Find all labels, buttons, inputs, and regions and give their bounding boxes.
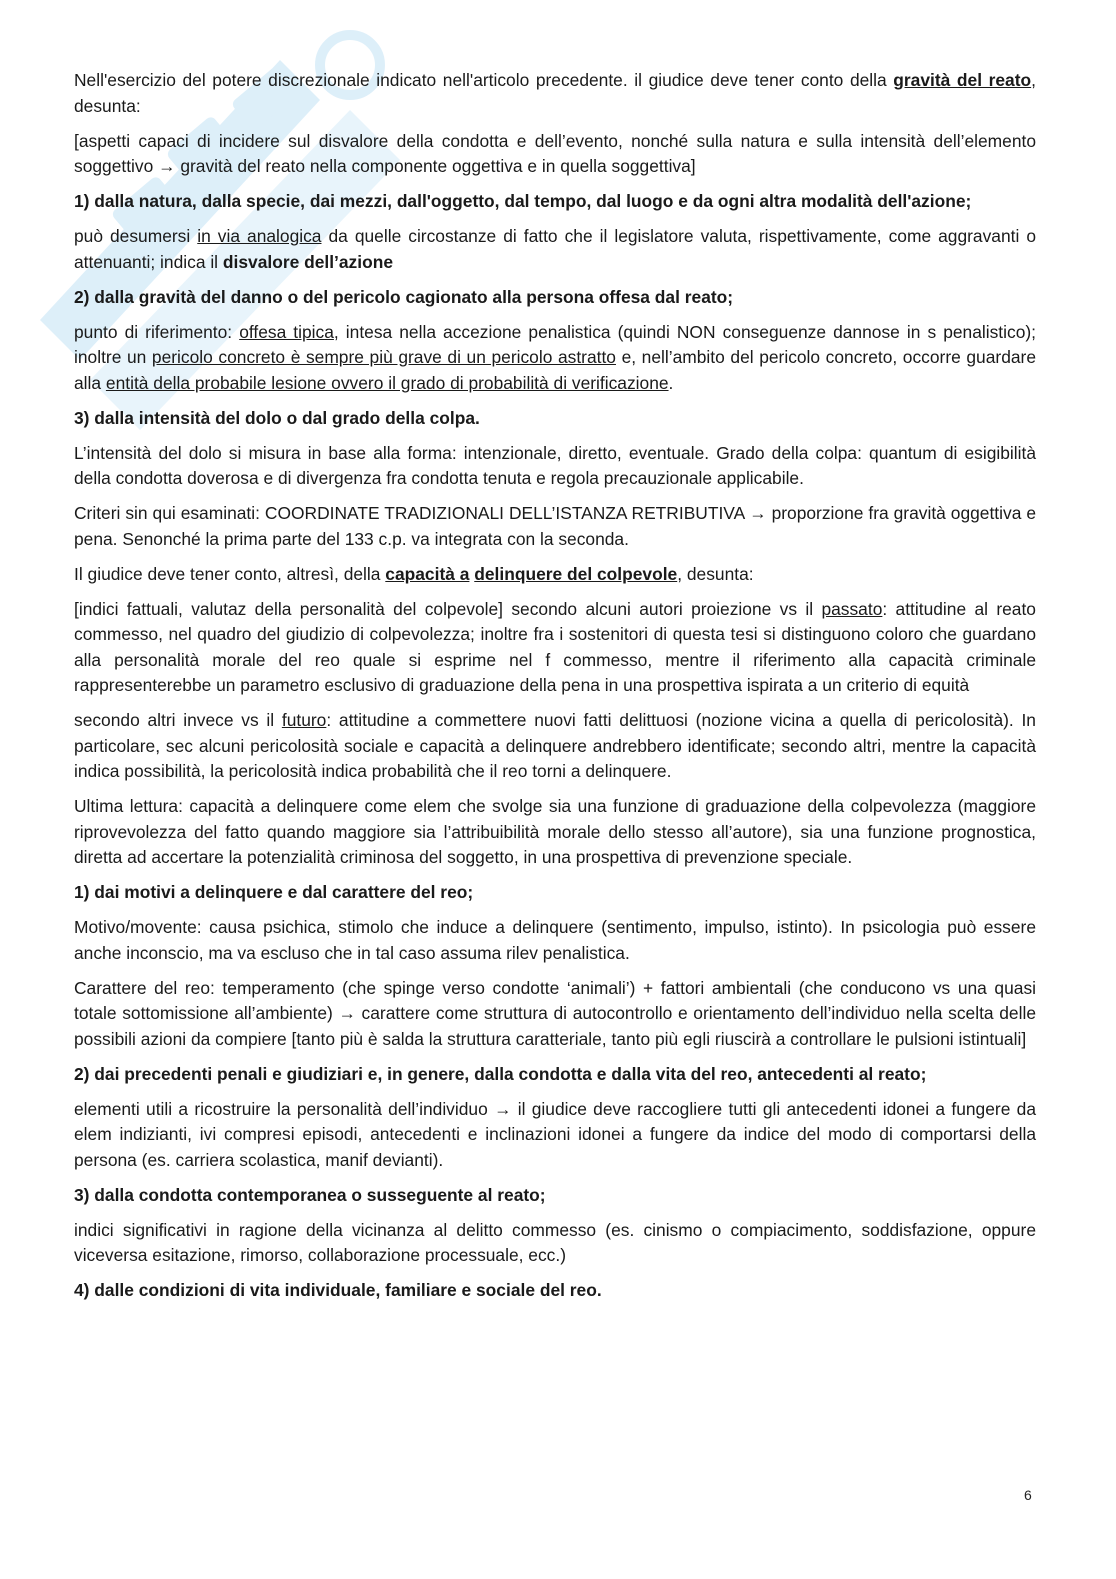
paragraph: Nell'esercizio del potere discrezionale indicato nell'articolo precedente. il giudice deve tener conto della gravità del reato, desunta: [74, 70, 1036, 116]
paragraph: può desumersi in via analogica da quelle circostanze di fatto che il legislatore valuta, rispettivamente, come aggravanti o attenuanti; indica il disvalore dell’azione [74, 226, 1037, 272]
section-heading: 3) dalla intensità del dolo o dal grado della colpa. [74, 407, 480, 428]
section-heading: 2) dai precedenti penali e giudiziari e, in genere, dalla condotta e dalla vita del reo, antecedenti al reato; [74, 1063, 927, 1084]
paragraph: Il giudice deve tener conto, altresì, della capacità a delinquere del colpevole, desunta: [74, 563, 754, 584]
arrow-right-icon: → [749, 503, 767, 523]
paragraph: Motivo/movente: causa psichica, stimolo che induce a delinquere (sentimento, impulso, istinto). In psicologia può essere anche inconscio, ma va escluso che in tal caso assuma rilev penalistica. [74, 917, 1036, 963]
paragraph: L’intensità del dolo si misura in base alla forma: intenzionale, diretto, eventuale. Grado della colpa: quantum di esigibilità della condotta doverosa e di divergenza fra condotta tenuta e regola precauzionale applicabile. [74, 442, 1036, 488]
paragraph: Carattere del reo: temperamento (che spinge verso condotte ‘animali’) + fattori ambientali (che conducono vs una quasi totale sottomissione all’ambiente) → carattere come struttura di autocontrollo e orientamento dell’individuo nella scelta delle possibili azioni da compiere [tanto più è salda la struttura caratteriale, tanto più egli riuscirà a controllare le pulsioni istintuali] [74, 977, 1036, 1049]
document-body [74, 68, 1036, 1313]
paragraph: elementi utili a ricostruire la personalità dell’individuo → il giudice deve raccogliere tutti gli antecedenti idonei a fungere da elem indizianti, ivi compresi episodi, antecedenti e inclinazioni idonei a fungere da indice del modo di comportarsi della persona (es. carriera scolastica, manif devianti). [74, 1098, 1036, 1170]
paragraph: secondo altri invece vs il futuro: attitudine a commettere nuovi fatti delittuosi (nozione vicina a quella di pericolosità). In particolare, sec alcuni pericolosità sociale e capacità a delinquere andrebbero identificate; secondo altri, mentre la capacità indica possibilità, la pericolosità indica probabilità che il reo torni a delinquere. [74, 710, 1036, 781]
arrow-right-icon: → [158, 156, 176, 176]
section-heading: 2) dalla gravità del danno o del pericolo cagionato alla persona offesa dal reato; [74, 286, 734, 307]
arrow-right-icon: → [338, 1003, 356, 1023]
section-heading: 1) dai motivi a delinquere e dal carattere del reo; [74, 882, 474, 902]
section-heading: 1) dalla natura, dalla specie, dai mezzi, dall'oggetto, dal tempo, dal luogo e da ogni altra modalità dell'azione; [74, 191, 972, 211]
page-number: 6 [1024, 1487, 1032, 1503]
section-heading: 4) dalle condizioni di vita individuale, familiare e sociale del reo. [74, 1280, 602, 1300]
section-heading: 3) dalla condotta contemporanea o susseguente al reato; [74, 1184, 546, 1205]
paragraph: Ultima lettura: capacità a delinquere come elem che svolge sia una funzione di graduazione della colpevolezza (maggiore riprovevolezza del fatto quando maggiore sia l’attribuibilità morale dello stesso all’autore), sia una funzione prognostica, diretta ad accertare la potenzialità criminosa del soggetto, in una prospettiva di prevenzione speciale. [74, 796, 1036, 867]
arrow-right-icon: → [494, 1098, 512, 1119]
paragraph: Criteri sin qui esaminati: COORDINATE TRADIZIONALI DELL’ISTANZA RETRIBUTIVA → proporzione fra gravità oggettiva e pena. Senonché la prima parte del 133 c.p. va integrata con la seconda. [74, 503, 1036, 549]
paragraph: [indici fattuali, valutaz della personalità del colpevole] secondo alcuni autori proiezione vs il passato: attitudine al reato commesso, nel quadro del giudizio di colpevolezza; inoltre fra i sostenitori di questa tesi si distinguono coloro che guardano alla personalità morale del reo quale si esprime nel f commesso, mentre il riferimento alla capacità criminale rappresenterebbe un parametro esclusivo di graduazione della pena in una prospettiva ispirata a un criterio di equità [74, 598, 1036, 695]
paragraph: [aspetti capaci di incidere sul disvalore della condotta e dell’evento, nonché sulla natura e sulla intensità dell’elemento soggettivo → gravità del reato nella componente oggettiva e in quella soggettiva] [74, 130, 1036, 176]
paragraph: indici significativi in ragione della vicinanza al delitto commesso (es. cinismo o compiacimento, soddisfazione, oppure viceversa esitazione, rimorso, collaborazione processuale, ecc.) [74, 1219, 1036, 1265]
paragraph: punto di riferimento: offesa tipica, intesa nella accezione penalistica (quindi NON conseguenze dannose in s penalistico); inoltre un pericolo concreto è sempre più grave di un pericolo astratto e, nell’ambito del pericolo concreto, occorre guardare alla entità della probabile lesione ovvero il grado di probabilità di verificazione. [74, 321, 1037, 393]
